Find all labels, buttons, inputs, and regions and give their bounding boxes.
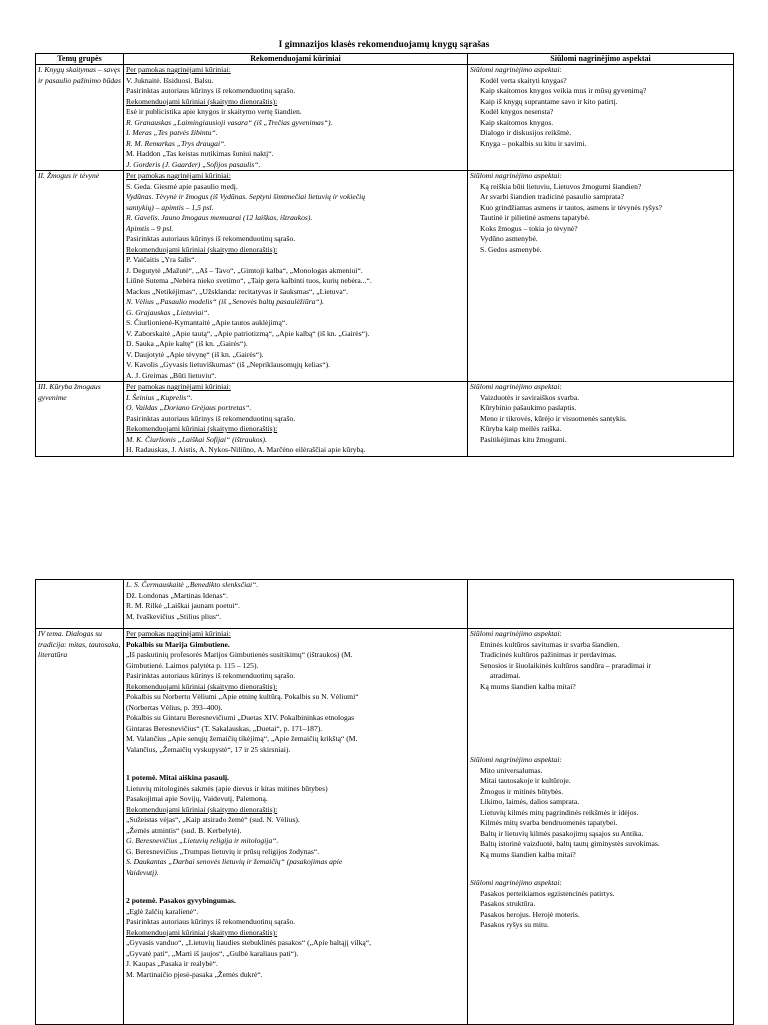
- aspects-cell: [468, 580, 734, 629]
- list-item: • Kodėl verta skaityti knygas?: [480, 76, 731, 87]
- list-item: • Kaip iš knygų suprantame savo ir kito patirtį.: [480, 97, 731, 108]
- topic-cell: IV tema. Dialogas su tradicija: mitas, tautosaka, literatūra: [36, 629, 124, 1025]
- aspect-continuation: atradimai.: [490, 671, 521, 680]
- list-item: • Baltų istorinė vaizduotė, baltų tautų giminystės suvokimas.: [480, 839, 731, 850]
- list-item: • Vaizduotės ir saviraiškos svarba.: [480, 393, 731, 404]
- topic-cell: I. Knygų skaitymas – savęs ir pasaulio pažinimo būdas: [36, 65, 124, 171]
- work-item: G. Beresnevičius „Trumpas lietuvių ir prūsų religijos žodynas“.: [126, 846, 320, 856]
- aspects-list: [470, 889, 731, 931]
- work-item: „Gyvasis vanduo“, „Lietuvių liaudies stebuklinės pasakos“ („Apie baltąjį vilką“,: [126, 938, 372, 947]
- work-item: Pasirinktas autoriaus kūrinys iš rekomenduotinų sąrašo.: [126, 413, 296, 423]
- work-item: Pokalbis su Norbertu Vėliumi „Apie etninę kultūrą. Pokalbis su N. Vėliumi“: [126, 692, 359, 701]
- list-item: • Dialogo ir diskusijos reikšmė.: [480, 128, 731, 139]
- aspects-list: [470, 76, 731, 150]
- list-item: • Lietuvių kilmės mitų pagrindinės reikšmės ir idėjos.: [480, 808, 731, 819]
- work-item: N. Vėlius „Pasaulio modelis“ (iš „Senovės baltų pasaulėžiūra“).: [126, 297, 325, 306]
- aspects-cell: [468, 629, 734, 1025]
- section-label: Per pamokas nagrinėjami kūriniai:: [126, 629, 231, 638]
- list-item: ● Kuo grindžiamas asmens ir tautos, asmens ir tėvynės ryšys?: [480, 203, 731, 214]
- section-label: Rekomenduojami kūriniai (skaitymo dienoraštis):: [126, 681, 278, 691]
- aspects-title: Siūlomi nagrinėjimo aspektai:: [470, 755, 562, 764]
- topic-cell: [36, 580, 124, 629]
- work-item: Pasirinktas autoriaus kūrinys iš rekomenduotinų sąrašo.: [126, 917, 296, 926]
- work-item: (Norbertas Vėlius, p. 393–400).: [126, 702, 223, 712]
- work-item: R. Gavelis. Jauno žmogaus memuarai (12 laiškas, ištraukos).: [126, 213, 313, 222]
- work-item: M. Martinaičio pjesė-pasaka „Žemės dukrė“.: [126, 969, 263, 979]
- aspects-cell: [468, 171, 734, 382]
- work-item: M. Valančius „Apie senųjų žemaičių tikėjimą“, „Apie žemaičių krikštą“ (M.: [126, 734, 358, 743]
- aspects-title: Siūlomi nagrinėjimo aspektai:: [470, 65, 562, 74]
- work-item: Dž. Londonas „Martinas Idenas“.: [126, 590, 228, 600]
- work-item: G. Grajauskas „Lietuviai“.: [126, 307, 210, 317]
- header-analysis-aspects: Siūlomi nagrinėjimo aspektai: [468, 54, 734, 65]
- list-item: • Pasitikėjimas kitu žmogumi.: [480, 435, 731, 446]
- aspects-title: Siūlomi nagrinėjimo aspektai:: [470, 382, 562, 391]
- work-item: Vydūnas. Tėvynė ir žmogus (iš Vydūnas. Septyni šimtmečiai lietuvių ir vokiečių: [126, 192, 366, 201]
- work-item: V. Zaborskaitė „Apie tautą“, „Apie patriotizmą“, „Apie kalbą“ (iš kn. „Gairės“).: [126, 328, 370, 338]
- section-label: Rekomenduojami kūriniai (skaitymo dienoraštis):: [126, 244, 278, 254]
- work-item: S. Geda. Giesmė apie pasaulio medį.: [126, 181, 238, 191]
- list-item: • Baltų ir lietuvių kilmės pasakojimų sąsajos su Antika.: [480, 829, 731, 840]
- work-item: Gimbutienė. Laimos palytėta p. 115 – 125).: [126, 660, 259, 670]
- work-item: R. M. Rilkė „Laiškai jaunam poetui“.: [126, 601, 240, 610]
- list-item: • Pasakos herojus. Herojė moteris.: [480, 910, 731, 921]
- list-item: • Kaip skaitomos knygos.: [480, 118, 731, 129]
- section-label: Per pamokas nagrinėjami kūriniai:: [126, 171, 231, 180]
- list-item: • Ką mums šiandien kalba mitai?: [480, 850, 731, 861]
- works-cell: [124, 65, 468, 171]
- work-item: V. Juknaitė. Išsiduosi. Balsu.: [126, 75, 214, 85]
- aspects-block: [470, 755, 731, 878]
- work-item: Pokalbis su Gintaru Beresnevičiumi „Duetas XIV. Pokalbininkas etnologas: [126, 713, 355, 722]
- work-item: V. Kavolis „Gyvasis lietuviškumas“ (iš „Nepriklausomųjų kelias“).: [126, 360, 331, 369]
- list-item: ● Vydūno asmenybė.: [480, 234, 731, 245]
- section-label: Per pamokas nagrinėjami kūriniai:: [126, 382, 231, 391]
- section-label: Per pamokas nagrinėjami kūriniai:: [126, 65, 231, 74]
- list-item: • Kaip skaitomos knygos veikia mus ir mūsų gyvenimą?: [480, 86, 731, 97]
- list-item: • Pasakos perteikiamos egzistencinės patirtys.: [480, 889, 731, 900]
- topic-cell: II. Žmogus ir tėvynė: [36, 171, 124, 382]
- list-item: • Pasakos ryšys su mitu.: [480, 920, 731, 931]
- list-item: ● Tautinė ir pilietinė asmens tapatybė.: [480, 213, 731, 224]
- aspects-cell: [468, 382, 734, 457]
- list-item: • Ką mums šiandien kalba mitai?: [480, 682, 731, 693]
- work-item: V. Daujotytė „Apie tėvynę“ (iš kn. „Gairės“).: [126, 349, 264, 359]
- list-item: • Kūrybinio pašaukimo paslaptis.: [480, 403, 731, 414]
- topic-cell: III. Kūryba žmogaus gyvenime: [36, 382, 124, 457]
- work-item: S. Daukantas „Darbai senovės lietuvių ir žemaičių“ (pasakojimas apie: [126, 857, 343, 866]
- list-item: • Kodėl knygos nesensta?: [480, 107, 731, 118]
- section-label: Rekomenduojami kūriniai (skaitymo dienoraštis):: [126, 424, 278, 433]
- work-item: H. Radauskas, J. Aistis, A. Nykos-Niliūno, A. Marčėno eilėraščiai apie kūrybą.: [126, 445, 366, 454]
- work-item: Valančius, „Žemaičių vyskupystė“, 17 ir 25 skirsniai).: [126, 744, 291, 754]
- subtopic-title: Pokalbis su Marija Gimbutiene.: [126, 639, 230, 649]
- list-item: • Tradicinės kultūros pažinimas ir perdavimas.: [480, 650, 731, 661]
- work-item: „Sužeistas vėjas“, „Kaip atsirado žemė“ (sud. N. Vėlius).: [126, 815, 300, 824]
- work-item: Mackus „Netikėjimas“, „Užsklanda: recitatyvas ir šauksmas“, „Lietuva“.: [126, 286, 349, 296]
- section-label: Rekomenduojami kūriniai (skaitymo dienoraštis):: [126, 927, 278, 937]
- work-item: P. Vaičaitis „Yra šalis“.: [126, 255, 197, 264]
- work-item: L. S. Čermauskaitė „Benedikto slenksčiai“.: [126, 580, 259, 589]
- table-row: [36, 65, 734, 171]
- work-item: R. M. Remarkas „Trys draugai“.: [126, 138, 227, 148]
- aspects-block: [470, 629, 731, 755]
- list-item: • Kūryba kaip meilės raiška.: [480, 424, 731, 435]
- table-row: [36, 382, 734, 457]
- work-item: Pasirinktas autoriaus kūrinys iš rekomenduotinų sąrašo.: [126, 234, 296, 243]
- aspects-title: Siūlomi nagrinėjimo aspektai:: [470, 171, 562, 180]
- work-item: Pasirinktas autoriaus kūrinys iš rekomenduotinų sąrašo.: [126, 671, 296, 680]
- list-item: • Etninės kultūros savitumas ir svarba šiandien.: [480, 640, 731, 651]
- work-item: D. Sauka „Apie kaltę“ (iš kn. „Gairės“).: [126, 339, 248, 348]
- work-item: G. Beresnevičius „Lietuvių religija ir mitologija“.: [126, 836, 279, 845]
- table-row: [36, 629, 734, 1025]
- subtopic-title: 1 potemė. Mitai aiškina pasaulį.: [126, 773, 229, 782]
- subtopic-title: 2 potemė. Pasakos gyvybingumas.: [126, 896, 236, 905]
- work-item: I. Šeinius „Kuprelis“.: [126, 392, 193, 402]
- work-item: M. Haddon „Tas keistas nutikimas šuniui naktį“.: [126, 149, 274, 158]
- works-cell: [124, 580, 468, 629]
- table-header-row: [36, 54, 734, 65]
- section-label: Rekomenduojami kūriniai (skaitymo dienoraštis):: [126, 96, 278, 106]
- work-item: Apimtis – 9 psl.: [126, 223, 174, 233]
- aspects-title: Siūlomi nagrinėjimo aspektai:: [470, 878, 562, 887]
- aspects-cell: [468, 65, 734, 171]
- list-item: • Likimo, laimės, dalios samprata.: [480, 797, 731, 808]
- work-item: „Žemės atmintis“ (sud. B. Kerbelytė).: [126, 825, 242, 835]
- list-item: • Mito universalumas.: [480, 766, 731, 777]
- table-row: [36, 580, 734, 629]
- spacer: [126, 755, 465, 773]
- aspects-block: [470, 878, 731, 980]
- list-item: • Pasakos struktūra.: [480, 899, 731, 910]
- page-title: I gimnazijos klasės rekomenduojamų knygų sąrašas: [278, 40, 490, 50]
- work-item: S. Čiurlionienė-Kymantaitė „Apie tautos auklėjimą“.: [126, 318, 288, 327]
- work-item: J. Gorderis (J. Gaarder) „Sofijos pasaulis“.: [126, 159, 261, 169]
- work-item: „Gyvatė pati“, „Marti iš jaujos“, „Gulbė karaliaus pati“).: [126, 948, 299, 958]
- work-item: Esė ir publicistika apie knygos ir skaitymo vertę šiandien.: [126, 107, 302, 116]
- header-recommended-works: Rekomenduojami kūriniai: [124, 54, 468, 65]
- work-item: O. Vaildas „Doriano Grėjaus portretas“.: [126, 403, 252, 412]
- work-item: Pasirinktas autoriaus kūrinys iš rekomenduotinų sąrašo.: [126, 86, 296, 95]
- work-item: A. J. Greimas „Būti lietuviu“.: [126, 370, 217, 380]
- work-item: Liūnė Sutema „Nebėra nieko svetimo“, „Taip gera kalbinti tuos, kurių nebėra...“.: [126, 276, 372, 285]
- list-item: • Knyga – pokalbis su kitu ir savimi.: [480, 139, 731, 150]
- header-topic-groups: Temų grupės: [36, 54, 124, 65]
- work-item: santykių) – apimtis – 1,5 psl.: [126, 202, 214, 212]
- work-item: J. Kaupas „Pasaka ir realybė“.: [126, 959, 218, 968]
- works-cell: [124, 171, 468, 382]
- list-item: • Meno ir tikrovės, kūrėjo ir visuomenės santykis.: [480, 414, 731, 425]
- work-item: Gintaras Beresnevičius“ (T. Sakalauskas, „Duetai“, p. 171–187).: [126, 723, 323, 733]
- work-item: Lietuvių mitologinės sakmės (apie dievus ir kitas mitines būtybes): [126, 783, 328, 793]
- list-item: • Kilmės mitų svarba bendruomenės tapatybei.: [480, 818, 731, 829]
- list-item: ● S. Gedos asmenybė.: [480, 245, 731, 256]
- work-item: Pasakojimai apie Sovijų, Vaidevutį, Palemoną.: [126, 794, 268, 803]
- list-item: ● Ar svarbi šiandien tradicinė pasaulio samprata?: [480, 192, 731, 203]
- book-list-table-1: [35, 53, 734, 457]
- work-item: „Eglė žalčių karalienė“.: [126, 906, 199, 916]
- list-item: • Žmogus ir mitinės būtybės.: [480, 787, 731, 798]
- book-list-table-2: [35, 579, 734, 1025]
- work-item: M. K. Čiurlionis „Laiškai Sofijai“ (ištraukos).: [126, 434, 267, 444]
- work-item: M. Ivaškevičius „Stilius plius“.: [126, 611, 222, 621]
- list-item: • Senosios ir šiuolaikinės kultūros sandūra – praradimai ir: [480, 661, 731, 672]
- work-item: R. Granauskas „Laimingiausioji vasara“ (iš „Trečias gyvenimas“).: [126, 117, 333, 127]
- aspects-list: [470, 182, 731, 256]
- spacer: [126, 878, 465, 896]
- table-row: [36, 171, 734, 382]
- section-label: Rekomenduojami kūriniai (skaitymo dienoraštis):: [126, 804, 278, 814]
- work-item: Vaidevutį).: [126, 867, 159, 877]
- works-cell: [124, 629, 468, 1025]
- work-item: J. Degutytė „Mažutė“, „Aš – Tavo“, „Gimtoji kalba“, „Monologas akmeniui“.: [126, 265, 363, 275]
- list-item: ● Ką reiškia būti lietuviu, Lietuvos žmogumi šiandien?: [480, 182, 731, 193]
- works-cell: [124, 382, 468, 457]
- aspects-title: Siūlomi nagrinėjimo aspektai:: [470, 629, 562, 638]
- aspects-list: [470, 393, 731, 446]
- work-item: I. Meras „Tes patvės žibintu“.: [126, 128, 218, 137]
- list-item: • Mitai tautosakoje ir kultūroje.: [480, 776, 731, 787]
- aspects-list: [470, 640, 731, 693]
- aspects-list: [470, 766, 731, 861]
- list-item: ● Koks žmogus – tokia jo tėvynė?: [480, 224, 731, 235]
- work-item: „Iš paskutinių profesorės Marijos Gimbutienės susitikimų“ (ištraukos) (M.: [126, 650, 353, 659]
